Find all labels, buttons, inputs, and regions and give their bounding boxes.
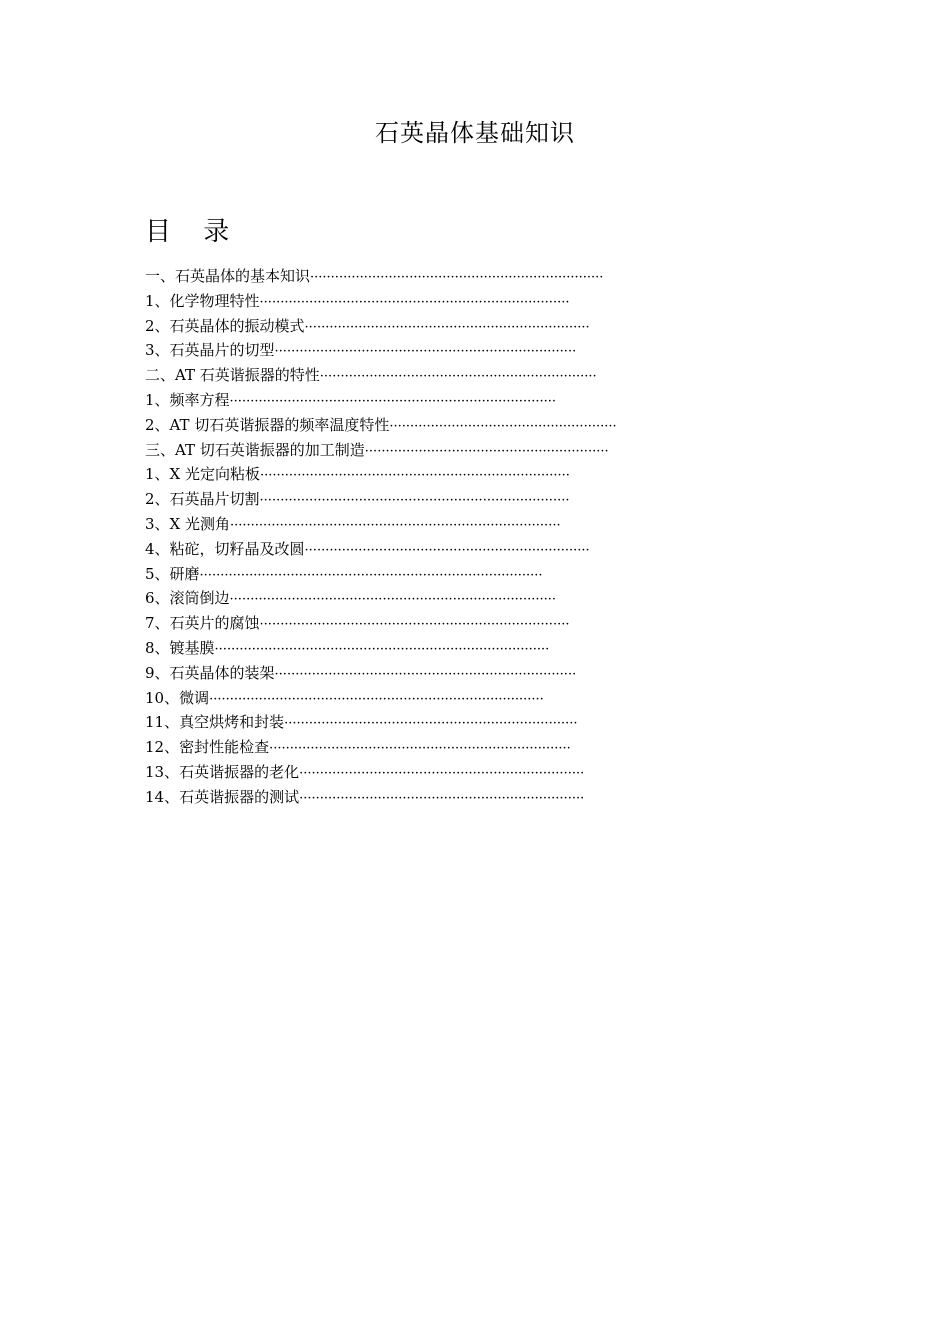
toc-dot-leader: ··········································································· bbox=[260, 468, 570, 484]
toc-dot-leader: ··········································································· bbox=[259, 294, 570, 310]
toc-entry-label: 3、石英晶片的切型 bbox=[145, 341, 275, 360]
toc-dot-leader: ················································································ bbox=[230, 517, 561, 533]
table-of-contents bbox=[145, 264, 765, 810]
toc-entry-label: 7、石英片的腐蚀 bbox=[145, 614, 260, 633]
toc-dot-leader: ····································································· bbox=[299, 790, 585, 806]
toc-entry[interactable] bbox=[145, 562, 765, 587]
toc-entry[interactable] bbox=[145, 586, 765, 611]
toc-dot-leader: ······································································· bbox=[310, 270, 604, 285]
toc-entry-label: 11、真空烘烤和封装 bbox=[145, 713, 285, 732]
toc-entry-label: 2、石英晶体的振动模式 bbox=[145, 316, 305, 335]
toc-entry-label: 10、微调 bbox=[145, 688, 210, 707]
toc-dot-leader: ······················································· bbox=[389, 418, 617, 434]
toc-entry-label: 12、密封性能检查 bbox=[145, 738, 270, 757]
toc-dot-leader: ················································································· bbox=[209, 691, 544, 707]
toc-heading: 目 录 bbox=[145, 217, 242, 247]
toc-dot-leader: ··············································································· bbox=[229, 393, 557, 409]
toc-entry-label: 三、AT 切石英谐振器的加工制造 bbox=[145, 440, 365, 459]
toc-entry[interactable] bbox=[145, 785, 765, 810]
toc-entry[interactable] bbox=[145, 388, 765, 413]
toc-entry[interactable] bbox=[145, 710, 765, 735]
toc-entry-label: 二、AT 石英谐振器的特性 bbox=[145, 366, 320, 385]
toc-dot-leader: ····································································· bbox=[304, 542, 590, 558]
toc-dot-leader: ··········································································· bbox=[259, 493, 570, 509]
toc-entry[interactable] bbox=[145, 611, 765, 636]
toc-dot-leader: ········································································· bbox=[274, 666, 577, 682]
toc-entry[interactable] bbox=[145, 462, 765, 487]
toc-dot-leader: ········································································· bbox=[274, 344, 577, 360]
toc-entry[interactable] bbox=[145, 487, 765, 512]
toc-entry-label: 13、石英谐振器的老化 bbox=[145, 762, 300, 781]
toc-entry-label: 5、研磨 bbox=[145, 564, 200, 583]
document-title: 石英晶体基础知识 bbox=[375, 119, 575, 147]
toc-entry[interactable] bbox=[145, 413, 765, 438]
toc-entry[interactable] bbox=[145, 636, 765, 661]
toc-entry[interactable] bbox=[145, 686, 765, 711]
toc-entry-label: 9、石英晶体的装架 bbox=[145, 663, 275, 682]
toc-entry-label: 1、X 光定向粘板 bbox=[145, 465, 260, 484]
toc-entry-label: 8、镀基膜 bbox=[145, 638, 215, 657]
toc-dot-leader: ········································································· bbox=[269, 741, 571, 757]
toc-entry[interactable] bbox=[145, 314, 765, 339]
toc-entry[interactable] bbox=[145, 537, 765, 562]
toc-entry[interactable] bbox=[145, 363, 765, 388]
toc-dot-leader: ··················································································· bbox=[199, 567, 543, 583]
toc-entry[interactable] bbox=[145, 289, 765, 314]
toc-entry[interactable] bbox=[145, 512, 765, 537]
toc-dot-leader: ····································································· bbox=[304, 319, 590, 335]
toc-entry-label: 2、AT 切石英谐振器的频率温度特性 bbox=[145, 415, 390, 434]
toc-entry[interactable] bbox=[145, 338, 765, 363]
toc-entry-label: 一、石英晶体的基本知识 bbox=[145, 267, 311, 285]
toc-dot-leader: ······································································· bbox=[284, 716, 578, 732]
toc-entry-label: 1、化学物理特性 bbox=[145, 291, 260, 310]
toc-dot-leader: ··································································· bbox=[319, 369, 597, 385]
toc-entry[interactable] bbox=[145, 735, 765, 760]
toc-dot-leader: ··························································· bbox=[364, 443, 609, 459]
toc-entry-label: 14、石英谐振器的测试 bbox=[145, 787, 300, 806]
toc-dot-leader: ················································································· bbox=[214, 641, 550, 657]
toc-entry[interactable] bbox=[145, 264, 765, 289]
toc-entry-label: 3、X 光测角 bbox=[145, 514, 230, 533]
toc-dot-leader: ··········································································· bbox=[259, 617, 570, 633]
toc-dot-leader: ····································································· bbox=[299, 765, 585, 781]
toc-entry-label: 1、频率方程 bbox=[145, 390, 230, 409]
toc-dot-leader: ··············································································· bbox=[229, 592, 557, 608]
toc-entry-label: 4、粘砣，切籽晶及改圆 bbox=[145, 539, 305, 558]
toc-entry[interactable] bbox=[145, 661, 765, 686]
toc-entry-label: 2、石英晶片切割 bbox=[145, 490, 260, 509]
toc-entry[interactable] bbox=[145, 438, 765, 463]
toc-entry[interactable] bbox=[145, 760, 765, 785]
toc-entry-label: 6、滚筒倒边 bbox=[145, 589, 230, 608]
